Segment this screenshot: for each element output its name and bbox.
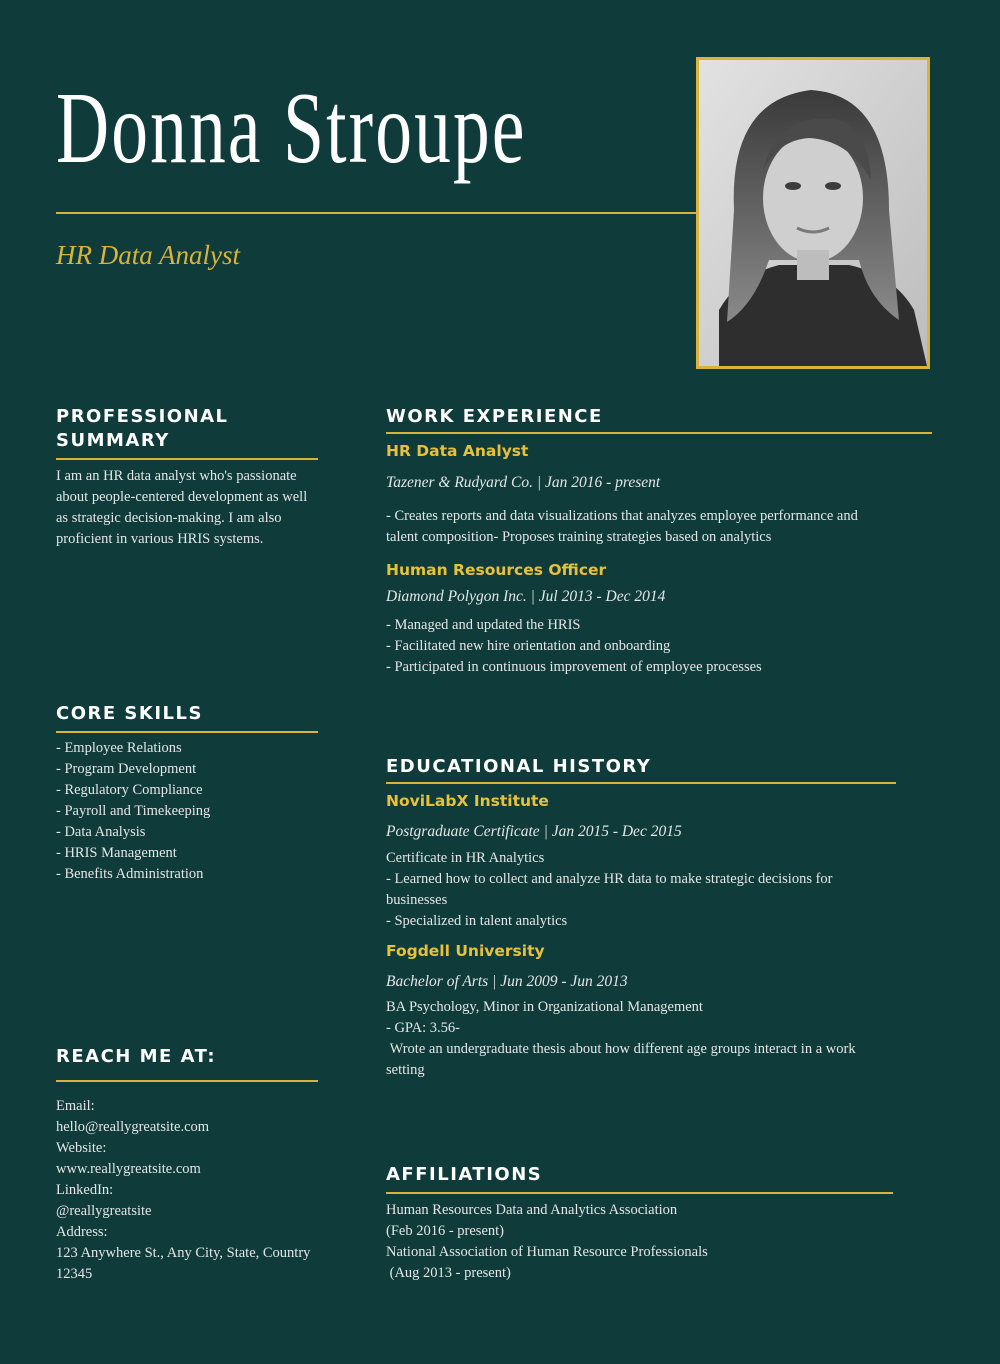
affiliation-line: (Feb 2016 - present): [386, 1223, 504, 1239]
school-line: - Specialized in talent analytics: [386, 913, 568, 929]
school-meta: Postgraduate Certificate | Jan 2015 - Dec 2015: [386, 823, 682, 840]
school-line: BA Psychology, Minor in Organizational Management: [386, 999, 703, 1015]
school-line: Wrote an undergraduate thesis about how different age groups interact in a work: [386, 1041, 856, 1057]
job-line: - Participated in continuous improvement of employee processes: [386, 659, 762, 675]
skill-item: - Regulatory Compliance: [56, 782, 203, 798]
school-line: businesses: [386, 892, 448, 908]
job-description: [386, 506, 926, 548]
job-line: - Facilitated new hire orientation and onboarding: [386, 638, 671, 654]
profile-photo: [696, 57, 930, 369]
contact-address: 123 Anywhere St., Any City, State, Country: [56, 1245, 311, 1261]
skill-item: - Data Analysis: [56, 824, 146, 840]
school-name: Fogdell University: [386, 942, 545, 960]
skill-item: - Program Development: [56, 761, 197, 777]
skill-item: - Employee Relations: [56, 740, 182, 756]
contact-divider: [56, 1080, 318, 1082]
contact-address-label: Address:: [56, 1224, 108, 1240]
job-meta: Tazener & Rudyard Co. | Jan 2016 - present: [386, 474, 661, 491]
job-description: [386, 615, 926, 678]
job-title: HR Data Analyst: [386, 442, 529, 460]
job-line: - Creates reports and data visualizations that analyzes employee performance and: [386, 508, 858, 524]
portrait-image: [699, 60, 927, 366]
education-heading: EDUCATIONAL HISTORY: [386, 756, 652, 777]
contact-address-zip: 12345: [56, 1266, 93, 1282]
skills-heading: CORE SKILLS: [56, 703, 203, 724]
skills-list: [56, 738, 318, 885]
summary-text: I am an HR data analyst who's passionate about people-centered development as well as strategic decision-making. I am also proficient in various HRIS systems.: [56, 468, 308, 547]
contact-linkedin-label: LinkedIn:: [56, 1182, 114, 1198]
affiliation-line: Human Resources Data and Analytics Association: [386, 1202, 678, 1218]
job-meta: Diamond Polygon Inc. | Jul 2013 - Dec 2014: [386, 588, 666, 605]
contact-website-label: Website:: [56, 1140, 107, 1156]
affiliation-line: National Association of Human Resource Professionals: [386, 1244, 708, 1260]
skills-divider: [56, 731, 318, 733]
contact-email[interactable]: hello@reallygreatsite.com: [56, 1119, 210, 1135]
school-name: NoviLabX Institute: [386, 792, 549, 810]
contact-list: [56, 1096, 356, 1285]
affiliations-heading: AFFILIATIONS: [386, 1164, 543, 1185]
affiliations-list: [386, 1200, 926, 1284]
skill-item: - HRIS Management: [56, 845, 177, 861]
affiliation-line: (Aug 2013 - present): [386, 1265, 511, 1281]
affiliations-divider: [386, 1192, 893, 1194]
summary-divider: [56, 458, 318, 460]
skill-item: - Benefits Administration: [56, 866, 204, 882]
school-description: [386, 848, 926, 932]
school-line: Certificate in HR Analytics: [386, 850, 545, 866]
school-line: setting: [386, 1062, 425, 1078]
work-heading: WORK EXPERIENCE: [386, 406, 603, 427]
candidate-name: Donna Stroupe: [56, 72, 527, 185]
summary-heading-line2: SUMMARY: [56, 430, 170, 451]
school-meta: Bachelor of Arts | Jun 2009 - Jun 2013: [386, 973, 628, 990]
name-divider: [56, 212, 698, 214]
work-divider: [386, 432, 932, 434]
job-title: Human Resources Officer: [386, 561, 607, 579]
school-line: - Learned how to collect and analyze HR data to make strategic decisions for: [386, 871, 833, 887]
skill-item: - Payroll and Timekeeping: [56, 803, 211, 819]
job-title-subtitle: HR Data Analyst: [56, 240, 240, 270]
school-description: [386, 997, 926, 1081]
contact-website[interactable]: www.reallygreatsite.com: [56, 1161, 201, 1177]
contact-email-label: Email:: [56, 1098, 95, 1114]
summary-heading-line1: PROFESSIONAL: [56, 406, 229, 427]
summary-heading: [56, 405, 229, 453]
contact-heading: REACH ME AT:: [56, 1046, 217, 1067]
job-line: talent composition- Proposes training strategies based on analytics: [386, 529, 772, 545]
job-line: - Managed and updated the HRIS: [386, 617, 581, 633]
education-divider: [386, 782, 896, 784]
contact-linkedin[interactable]: @reallygreatsite: [56, 1203, 152, 1219]
school-line: - GPA: 3.56-: [386, 1020, 460, 1036]
